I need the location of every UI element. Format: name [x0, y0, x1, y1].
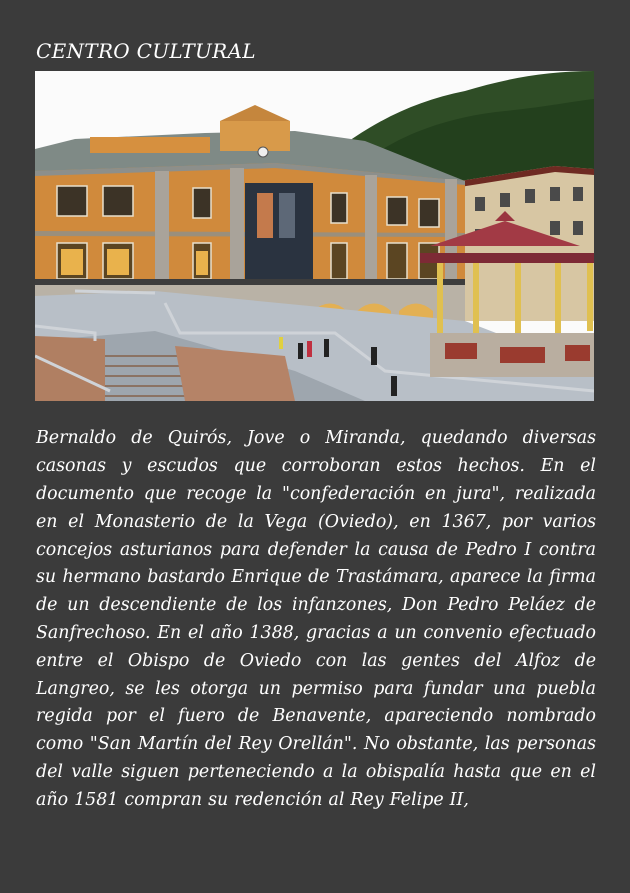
article-paragraph: Bernaldo de Quirós, Jove o Miranda, quedando diversas casonas y escudos que corroboran estos hechos. En el documento que recoge la "confederación en jura", realizada en el Monasterio de la Vega (Oviedo), en 1367, por varios concejos asturianos para defender la causa de Pedro I contra su hermano bastardo Enrique de Trastámara, aparece la firma de un descendiente de los infanzones, Don Pedro Peláez de Sanfrechoso. En el año 1388, gracias a un convenio efectuado entre el Obispo de Oviedo con las gentes del Alfoz de Langreo, se les otorga un permiso para fundar una puebla regida por el fuero de Benavente, apareciendo nombrado como "San Martín del Rey Orellán". No obstante, las personas del valle siguen perteneciendo a la obispalía hasta que en el año 1581 compran su redención al Rey Felipe II, — [36, 428, 596, 810]
centro-cultural-photo — [35, 71, 594, 401]
page-title: CENTRO CULTURAL — [36, 39, 256, 63]
